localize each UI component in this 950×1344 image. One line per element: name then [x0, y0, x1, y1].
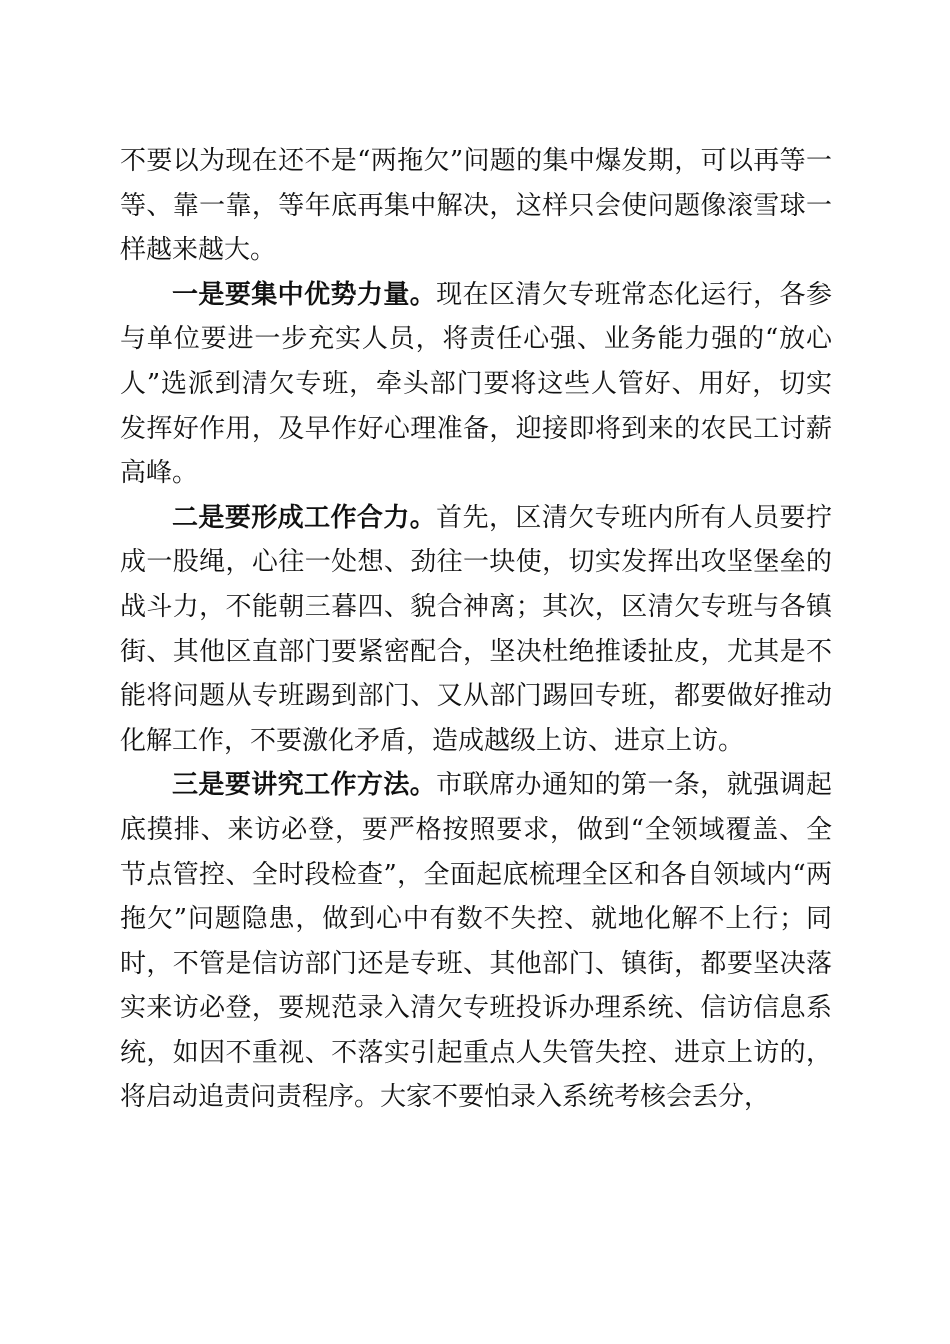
- document-body: [120, 139, 832, 1120]
- paragraph-text: 市联席办通知的第一条，就强调起底摸排、来访必登，要严格按照要求，做到“全领域覆盖、全节点管控、全时段检查”，全面起底梳理全区和各自领域内“两拖欠”问题隐患，做到心中有数不失控、就地化解不上行；同时，不管是信访部门还是专班、其他部门、镇街，都要坚决落实来访必登，要规范录入清欠专班投诉办理系统、信访信息系统，如因不重视、不落实引起重点人失管失控、进京上访的，将启动追责问责程序。大家不要怕录入系统考核会丢分，: [120, 770, 832, 1113]
- paragraph-continuation: [120, 139, 832, 273]
- paragraph-point-two: [120, 496, 832, 764]
- paragraph-point-three: [120, 763, 832, 1120]
- paragraph-lead: 二是要形成工作合力。: [172, 502, 437, 533]
- paragraph-text: 首先，区清欠专班内所有人员要拧成一股绳，心往一处想、劲往一块使，切实发挥出攻坚堡垒的战斗力，不能朝三暮四、貌合神离；其次，区清欠专班与各镇街、其他区直部门要紧密配合，坚决杜绝推诿扯皮，尤其是不能将问题从专班踢到部门、又从部门踢回专班，都要做好推动化解工作，不要激化矛盾，造成越级上访、进京上访。: [120, 502, 832, 756]
- paragraph-lead: 三是要讲究工作方法。: [172, 770, 437, 801]
- paragraph-lead: 一是要集中优势力量。: [172, 279, 437, 310]
- paragraph-point-one: [120, 273, 832, 496]
- paragraph-text: 不要以为现在还不是“两拖欠”问题的集中爆发期，可以再等一等、靠一靠，等年底再集中解决，这样只会使问题像滚雪球一样越来越大。: [120, 146, 832, 266]
- paragraph-text: 现在区清欠专班常态化运行，各参与单位要进一步充实人员，将责任心强、业务能力强的“放心人”选派到清欠专班，牵头部门要将这些人管好、用好，切实发挥好作用，及早作好心理准备，迎接即将到来的农民工讨薪高峰。: [120, 279, 832, 489]
